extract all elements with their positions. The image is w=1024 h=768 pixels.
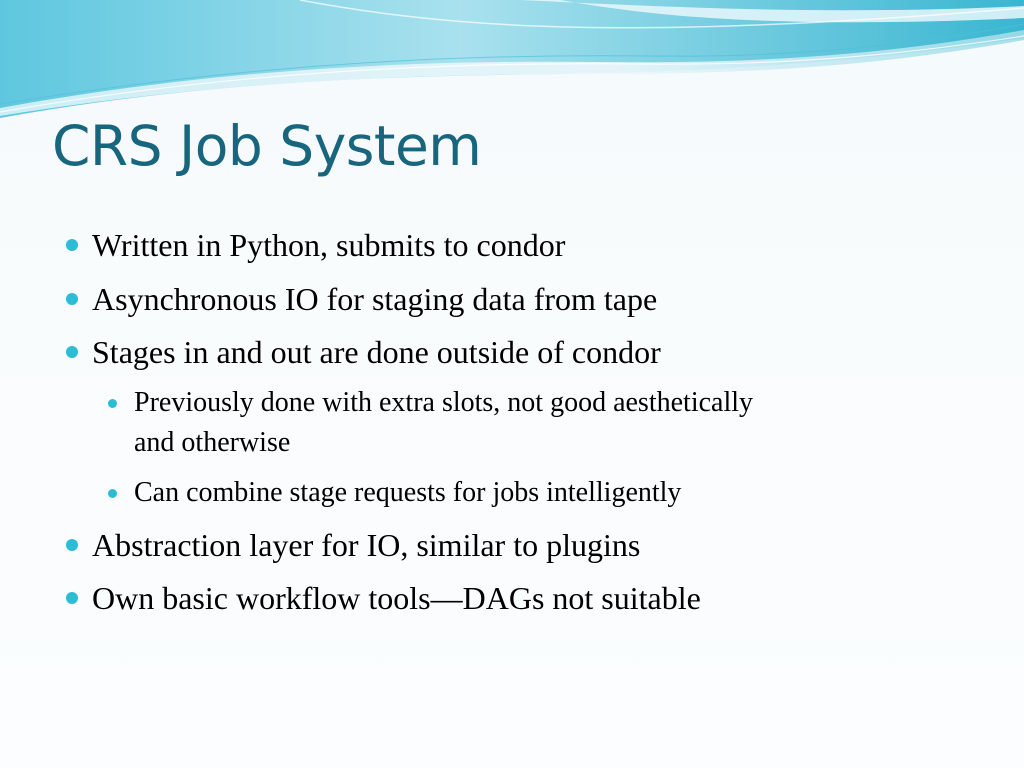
bullet-icon — [66, 239, 78, 251]
bullet-text: Own basic workflow tools—DAGs not suitable — [92, 580, 701, 616]
bullet-item — [92, 333, 661, 371]
bullet-icon — [66, 592, 78, 604]
bullet-icon — [66, 293, 78, 305]
bullet-item — [92, 280, 657, 318]
bullet-icon — [66, 539, 78, 551]
bullet-icon — [66, 346, 78, 358]
sub-bullet-icon — [108, 399, 117, 408]
sub-bullet-text: Previously done with extra slots, not good aesthetically — [134, 387, 754, 418]
sub-bullet-continuation — [134, 423, 290, 463]
sub-bullet-text: Can combine stage requests for jobs intelligently — [134, 477, 682, 508]
sub-bullet-item — [134, 383, 753, 423]
bullet-text: Abstraction layer for IO, similar to plugins — [92, 527, 641, 563]
bullet-text: Asynchronous IO for staging data from tape — [92, 281, 658, 317]
bullet-text: Stages in and out are done outside of condor — [92, 334, 661, 370]
bullet-item — [92, 526, 640, 564]
bullet-item — [92, 579, 701, 617]
bullet-item — [92, 226, 565, 264]
bullet-text: Written in Python, submits to condor — [92, 227, 566, 263]
slide-title: CRS Job System — [52, 114, 482, 178]
sub-bullet-text-continuation: and otherwise — [134, 427, 291, 458]
sub-bullet-icon — [108, 489, 117, 498]
sub-bullet-item — [134, 473, 681, 513]
